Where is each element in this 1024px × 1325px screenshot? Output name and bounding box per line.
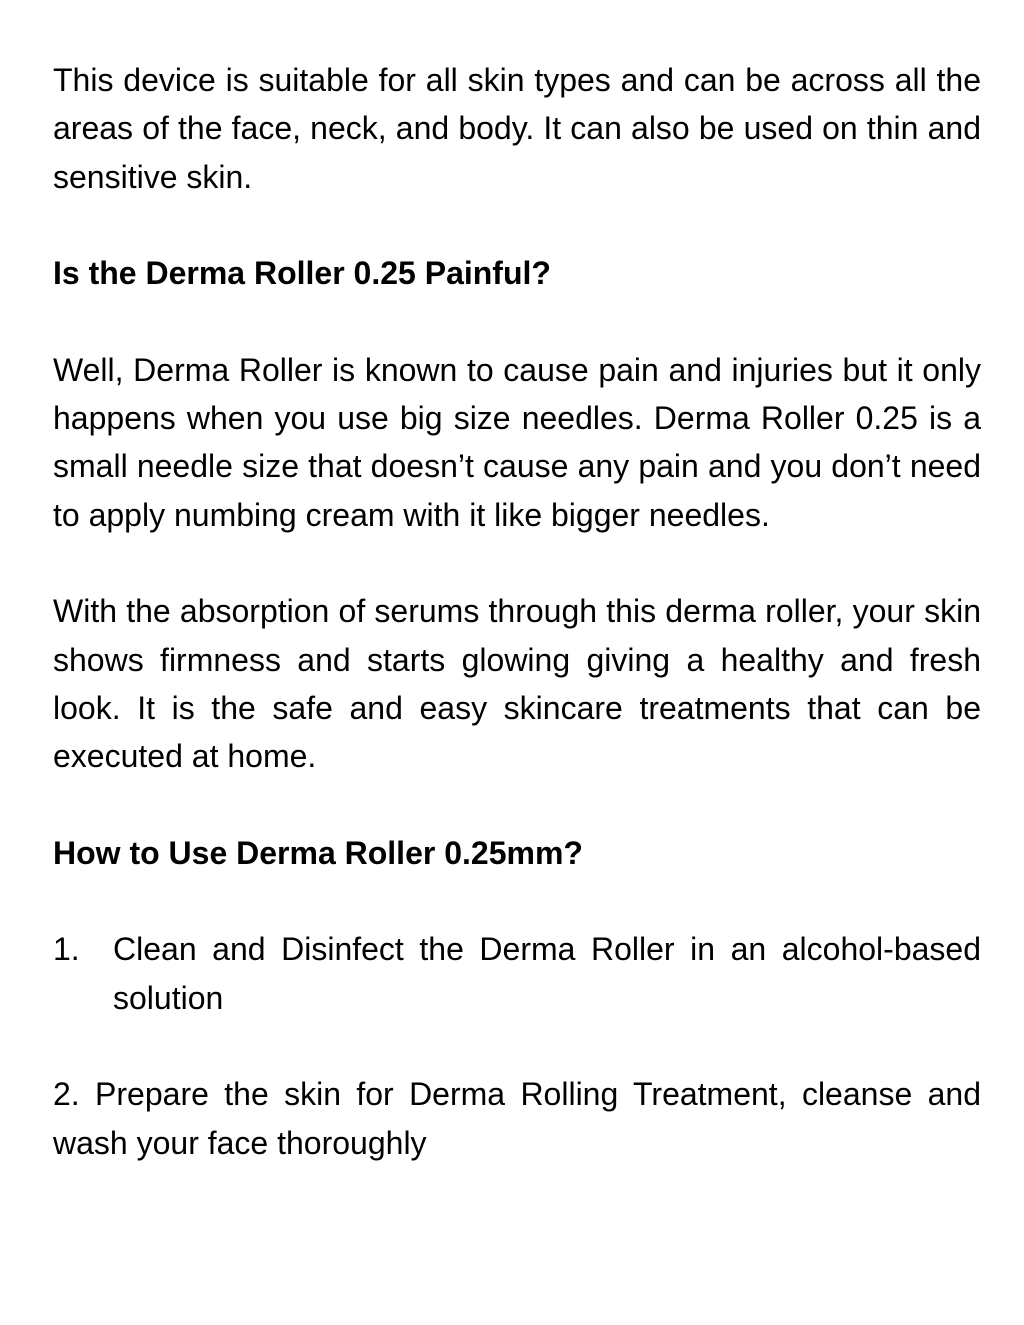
- pain-paragraph-2: With the absorption of serums through this derma roller, your skin shows firmness and starts glowing giving a healthy and fresh look. It is the safe and easy skincare treatments that can be executed at home.: [53, 593, 981, 775]
- list-text: Clean and Disinfect the Derma Roller in an alcohol-based solution: [113, 931, 981, 1016]
- document-page: [53, 56, 981, 1167]
- pain-paragraph-1: Well, Derma Roller is known to cause pain and injuries but it only happens when you use big size needles. Derma Roller 0.25 is a small needle size that doesn’t cause any pain and you don’t need to apply numbing cream with it like bigger needles.: [53, 351, 981, 533]
- pain-heading: Is the Derma Roller 0.25 Painful?: [53, 255, 551, 292]
- howto-heading: How to Use Derma Roller 0.25mm?: [53, 834, 583, 871]
- spacer: [53, 780, 981, 828]
- list-number: 1.: [53, 931, 80, 968]
- spacer: [53, 297, 981, 345]
- spacer: [53, 201, 981, 249]
- intro-paragraph: This device is suitable for all skin types and can be across all the areas of the face, neck, and body. It can also be used on thin and sensitive skin.: [53, 62, 981, 195]
- list-item-step-1: [53, 925, 981, 1022]
- spacer: [53, 1022, 981, 1070]
- spacer: [53, 539, 981, 587]
- spacer: [53, 877, 981, 925]
- step-2-paragraph: 2. Prepare the skin for Derma Rolling Treatment, cleanse and wash your face thoroughly: [53, 1076, 981, 1161]
